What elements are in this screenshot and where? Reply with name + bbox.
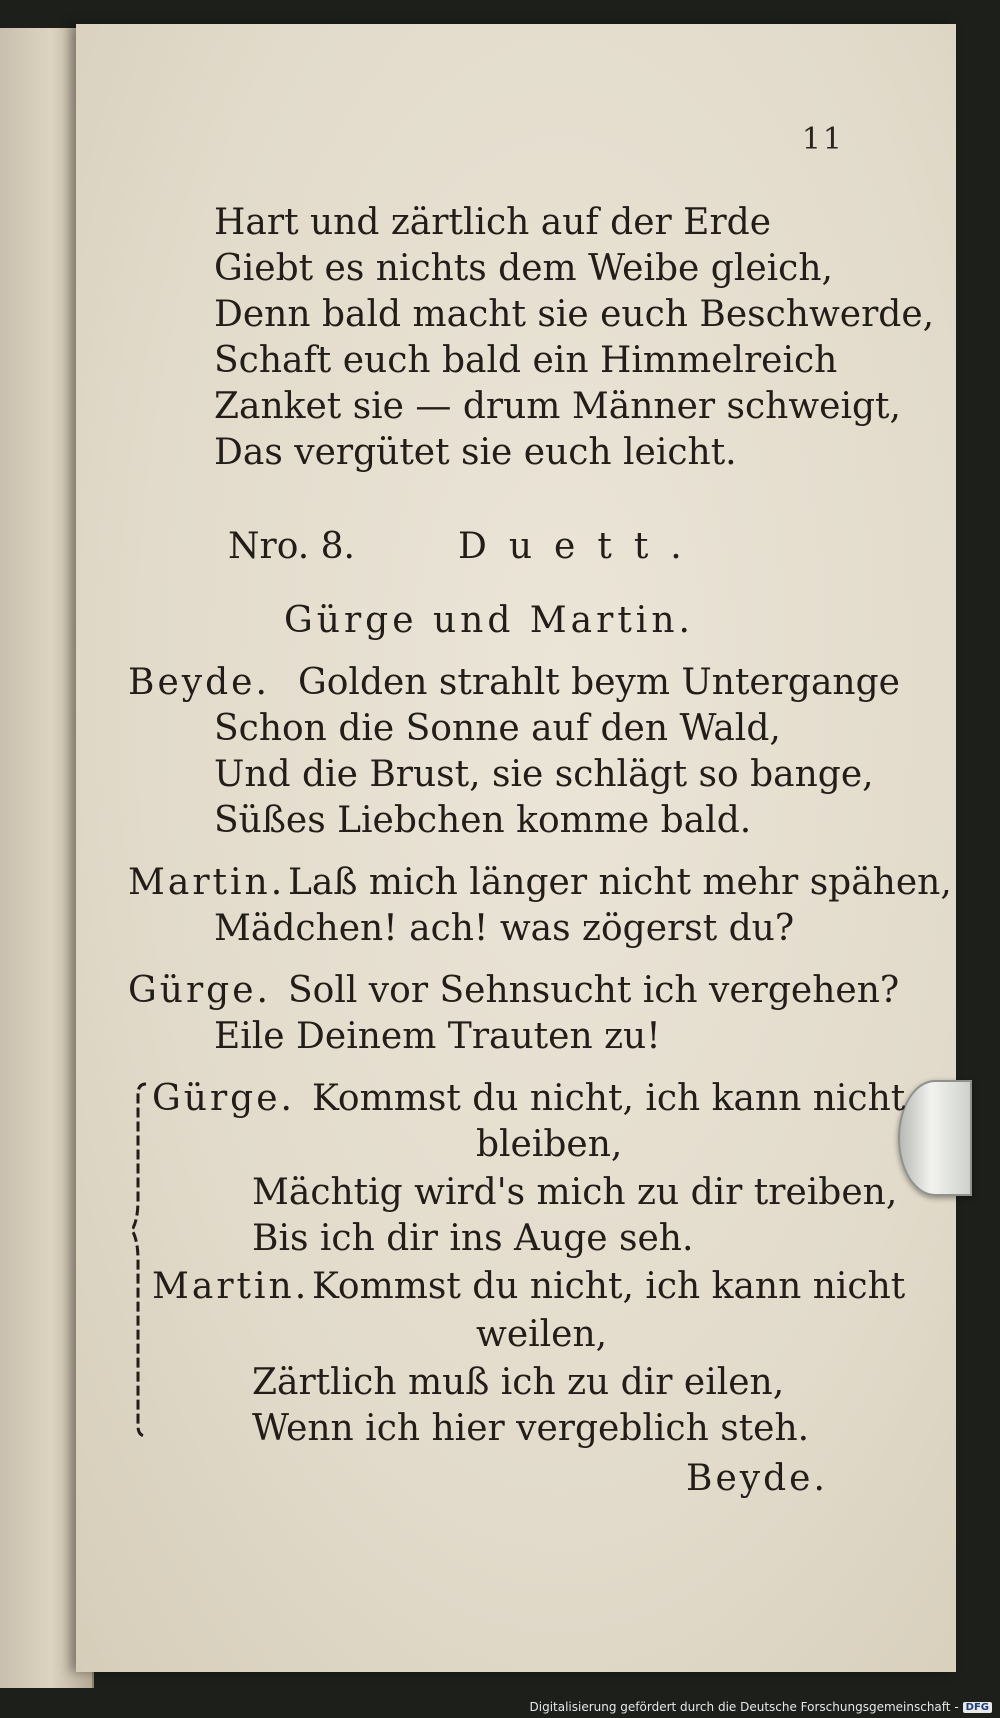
verse-line-6: Das vergütet sie euch leicht. — [214, 432, 737, 473]
duet-martin-line-3: Wenn ich hier vergeblich steh. — [252, 1408, 810, 1449]
page-clip — [898, 1080, 972, 1196]
beyde-line-2: Schon die Sonne auf den Wald, — [214, 708, 781, 749]
beyde-line-4: Süßes Liebchen komme bald. — [214, 800, 752, 841]
duet-guerge-line-1-cont: bleiben, — [476, 1124, 623, 1165]
speaker-martin: Martin. — [128, 862, 286, 903]
duet-martin-line-1: Kommst du nicht, ich kann nicht — [312, 1266, 906, 1307]
duet-guerge-line-2: Mächtig wird's mich zu dir treiben, — [252, 1172, 898, 1213]
guerge-line-2: Eile Deinem Trauten zu! — [214, 1016, 661, 1057]
guerge-line-1: Soll vor Sehnsucht ich vergehen? — [288, 970, 900, 1011]
beyde-line-3: Und die Brust, sie schlägt so bange, — [214, 754, 874, 795]
duet-guerge-line-3: Bis ich dir ins Auge seh. — [252, 1218, 694, 1259]
speaker-beyde: Beyde. — [128, 662, 270, 703]
duet-martin-line-2: Zärtlich muß ich zu dir eilen, — [252, 1362, 785, 1403]
catchword: Beyde. — [686, 1458, 828, 1499]
verse-line-3: Denn bald macht sie euch Beschwerde, — [214, 294, 935, 335]
duet-guerge-line-1: Kommst du nicht, ich kann nicht — [312, 1078, 906, 1119]
verse-line-4: Schaft euch bald ein Himmelreich — [214, 340, 838, 381]
duet-bracket — [132, 1080, 152, 1440]
speaker-guerge: Gürge. — [128, 970, 271, 1011]
credit-text: Digitalisierung gefördert durch die Deutsche Forschungsgemeinschaft - — [529, 1700, 959, 1714]
beyde-line-1: Golden strahlt beym Untergange — [298, 662, 900, 703]
martin-line-1: Laß mich länger nicht mehr spähen, — [288, 862, 952, 903]
duet-title: Duett. — [458, 526, 704, 567]
duet-speaker-guerge: Gürge. — [152, 1078, 295, 1119]
duet-martin-line-1-cont: weilen, — [476, 1314, 608, 1355]
duet-speaker-martin: Martin. — [152, 1266, 310, 1307]
number-heading: Nro. 8. — [228, 526, 355, 567]
page-number: 11 — [801, 122, 844, 157]
cast-line: Gürge und Martin. — [284, 600, 694, 641]
verse-line-2: Giebt es nichts dem Weibe gleich, — [214, 248, 833, 289]
verse-line-1: Hart und zärtlich auf der Erde — [214, 202, 772, 243]
dfg-logo: DFG — [963, 1702, 992, 1713]
verse-line-5: Zanket sie — drum Männer schweigt, — [214, 386, 901, 427]
digitization-credit — [530, 1700, 993, 1714]
martin-line-2: Mädchen! ach! was zögerst du? — [214, 908, 795, 949]
